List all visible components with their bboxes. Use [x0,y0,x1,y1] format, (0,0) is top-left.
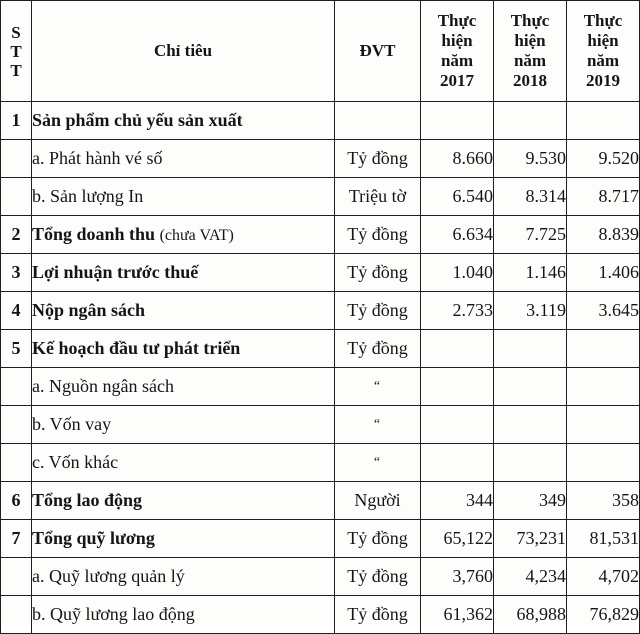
value-2019: 3.645 [567,292,640,330]
table-row [1,254,640,292]
table-row [1,292,640,330]
row-unit: “ [335,406,421,444]
row-indicator: Nộp ngân sách [32,292,335,330]
value-2018: 8.314 [494,178,567,216]
value-2018: 9.530 [494,140,567,178]
row-indicator: a. Phát hành vé số [32,140,335,178]
value-2017: 3,760 [421,558,494,596]
value-2019: 9.520 [567,140,640,178]
value-2017: 1.040 [421,254,494,292]
header-2019-line-3: năm [586,51,620,70]
row-indicator: a. Nguồn ngân sách [32,368,335,406]
row-stt: 2 [1,216,32,254]
value-2017: 61,362 [421,596,494,634]
value-2018 [494,102,567,140]
value-2017: 65,122 [421,520,494,558]
value-2017 [421,330,494,368]
value-2017: 344 [421,482,494,520]
row-indicator: Kế hoạch đầu tư phát triển [32,330,335,368]
row-indicator: b. Quỹ lương lao động [32,596,335,634]
value-2019 [567,102,640,140]
value-2018: 7.725 [494,216,567,254]
header-year-2018 [494,1,567,102]
header-2019-line-2: hiện [587,31,619,50]
table-row [1,444,640,482]
header-2019-line-4: 2019 [586,71,620,90]
row-unit: “ [335,368,421,406]
value-2018: 73,231 [494,520,567,558]
value-2018 [494,330,567,368]
value-2018 [494,406,567,444]
row-indicator-main: Tổng doanh thu [32,224,156,244]
value-2018: 4,234 [494,558,567,596]
header-2018-line-4: 2018 [513,71,547,90]
header-stt-line-1: S [11,22,21,42]
row-unit: Tỷ đồng [335,330,421,368]
value-2017 [421,102,494,140]
header-year-2017 [421,1,494,102]
table-row [1,140,640,178]
row-indicator: Sản phẩm chủ yếu sản xuất [32,102,335,140]
value-2019: 76,829 [567,596,640,634]
table-row [1,178,640,216]
row-unit: Tỷ đồng [335,596,421,634]
header-2017-line-1: Thực [437,11,477,30]
value-2019: 81,531 [567,520,640,558]
header-2017-line-2: hiện [441,31,473,50]
value-2018: 3.119 [494,292,567,330]
row-stt: 3 [1,254,32,292]
value-2018: 349 [494,482,567,520]
value-2017 [421,444,494,482]
row-stt [1,596,32,634]
header-2017-line-4: 2017 [440,71,474,90]
row-unit: Tỷ đồng [335,216,421,254]
value-2019: 4,702 [567,558,640,596]
row-stt: 1 [1,102,32,140]
row-unit: Tỷ đồng [335,292,421,330]
row-indicator: Lợi nhuận trước thuế [32,254,335,292]
row-indicator: b. Vốn vay [32,406,335,444]
header-indicator: Chỉ tiêu [32,1,335,102]
value-2018 [494,368,567,406]
table-row [1,482,640,520]
header-stt-line-3: T [10,60,22,80]
table-row [1,368,640,406]
value-2018: 68,988 [494,596,567,634]
value-2019: 1.406 [567,254,640,292]
value-2019 [567,330,640,368]
value-2017 [421,368,494,406]
row-stt [1,406,32,444]
header-2019-line-1: Thực [583,11,623,30]
table-row [1,520,640,558]
row-indicator [32,216,335,254]
row-unit: Triệu tờ [335,178,421,216]
row-unit: Người [335,482,421,520]
header-stt [1,1,32,102]
row-stt: 6 [1,482,32,520]
row-stt: 5 [1,330,32,368]
row-stt: 7 [1,520,32,558]
table-row [1,330,640,368]
row-unit: Tỷ đồng [335,520,421,558]
header-row [1,1,640,102]
value-2017: 6.634 [421,216,494,254]
value-2019 [567,406,640,444]
table-row [1,102,640,140]
table-row [1,558,640,596]
row-unit [335,102,421,140]
row-stt [1,444,32,482]
value-2017: 2.733 [421,292,494,330]
row-unit: Tỷ đồng [335,140,421,178]
value-2017: 8.660 [421,140,494,178]
header-2018-line-2: hiện [514,31,546,50]
row-stt [1,558,32,596]
row-unit: “ [335,444,421,482]
header-stt-line-2: T [10,41,22,61]
value-2017: 6.540 [421,178,494,216]
header-unit: ĐVT [335,1,421,102]
row-indicator: Tổng quỹ lương [32,520,335,558]
row-indicator: b. Sản lượng In [32,178,335,216]
row-unit: Tỷ đồng [335,254,421,292]
value-2018: 1.146 [494,254,567,292]
table-row [1,596,640,634]
value-2018 [494,444,567,482]
row-stt [1,140,32,178]
value-2019 [567,368,640,406]
header-2017-line-3: năm [440,51,474,70]
table-row [1,216,640,254]
row-stt: 4 [1,292,32,330]
value-2019: 358 [567,482,640,520]
row-unit: Tỷ đồng [335,558,421,596]
row-indicator: c. Vốn khác [32,444,335,482]
row-indicator: Tổng lao động [32,482,335,520]
row-stt [1,368,32,406]
value-2019: 8.717 [567,178,640,216]
table-row [1,406,640,444]
header-2018-line-1: Thực [510,11,550,30]
value-2019 [567,444,640,482]
row-indicator-note: (chưa VAT) [159,227,234,244]
row-stt [1,178,32,216]
row-indicator: a. Quỹ lương quản lý [32,558,335,596]
value-2017 [421,406,494,444]
header-2018-line-3: năm [513,51,547,70]
header-year-2019 [567,1,640,102]
value-2019: 8.839 [567,216,640,254]
